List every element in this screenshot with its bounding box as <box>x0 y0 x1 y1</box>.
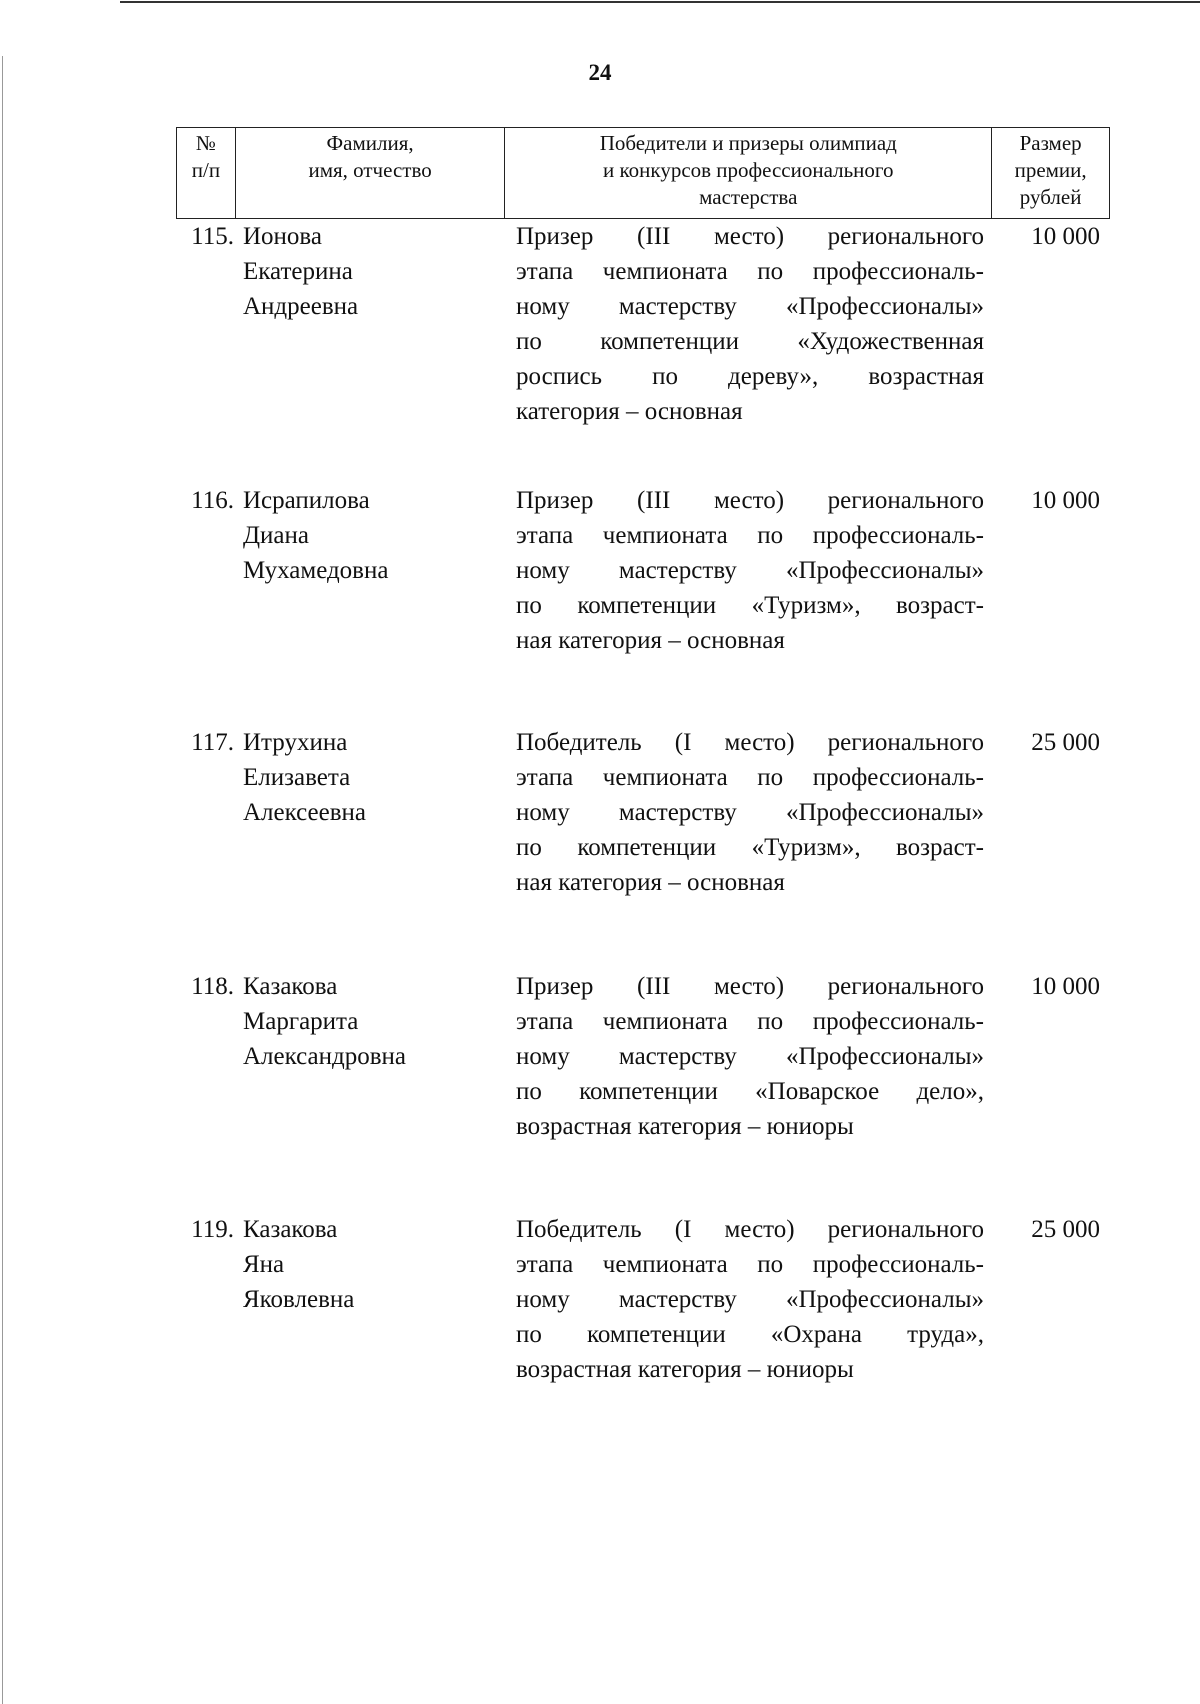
name-line: Алексеевна <box>243 799 367 826</box>
prize-amount: 25 000 <box>1031 729 1100 756</box>
winner-name <box>243 483 503 588</box>
name-line: Яковлевна <box>243 1286 355 1313</box>
description-line: этапа чемпионата по профессиональ- <box>516 258 984 285</box>
description-line: Призер (III место) регионального <box>516 973 984 1000</box>
description-line: этапа чемпионата по профессиональ- <box>516 764 984 791</box>
header-cell-description <box>505 128 992 218</box>
name-line: Диана <box>243 522 310 549</box>
achievement-description <box>516 725 984 900</box>
description-line: Победитель (I место) регионального <box>516 1216 984 1243</box>
name-line: Казакова <box>243 973 338 1000</box>
page-number: 24 <box>588 60 612 85</box>
winner-name <box>243 1212 503 1317</box>
prize-amount: 25 000 <box>1031 1216 1100 1243</box>
name-line: Казакова <box>243 1216 338 1243</box>
name-line: Итрухина <box>243 729 348 756</box>
header-line: Фамилия, <box>326 131 414 155</box>
header-line: № <box>195 131 216 155</box>
name-line: Мухамедовна <box>243 557 389 584</box>
description-line: возрастная категория – юниоры <box>516 1113 854 1140</box>
header-cell-name <box>236 128 505 218</box>
description-line: этапа чемпионата по профессиональ- <box>516 522 984 549</box>
header-line: имя, отчество <box>308 158 432 182</box>
description-line: этапа чемпионата по профессиональ- <box>516 1008 984 1035</box>
name-line: Ионова <box>243 223 323 250</box>
prize-amount: 10 000 <box>1031 973 1100 1000</box>
description-line: роспись по дереву», возрастная <box>516 363 984 390</box>
name-line: Екатерина <box>243 258 353 285</box>
header-line: п/п <box>191 158 221 182</box>
name-line: Маргарита <box>243 1008 359 1035</box>
header-line: премии, <box>1014 158 1087 182</box>
scan-left-edge-line <box>2 56 3 1704</box>
header-line: мастерства <box>699 185 798 209</box>
scan-top-edge-line <box>120 1 1200 3</box>
header-line: рублей <box>1019 185 1082 209</box>
description-line: по компетенции «Художественная <box>516 328 984 355</box>
header-line: и конкурсов профессионального <box>603 158 894 182</box>
description-line: ному мастерству «Профессионалы» <box>516 1043 984 1070</box>
header-cell-number <box>177 128 236 218</box>
name-line: Елизавета <box>243 764 351 791</box>
prize-amount: 10 000 <box>1031 487 1100 514</box>
header-cell-prize <box>992 128 1109 218</box>
description-line: ному мастерству «Профессионалы» <box>516 557 984 584</box>
header-line: Победители и призеры олимпиад <box>599 131 897 155</box>
name-line: Исрапилова <box>243 487 370 514</box>
winner-name <box>243 969 503 1074</box>
achievement-description <box>516 483 984 658</box>
description-line: ному мастерству «Профессионалы» <box>516 1286 984 1313</box>
row-number: 115. <box>191 223 234 250</box>
description-line: Победитель (I место) регионального <box>516 729 984 756</box>
winner-name <box>243 219 503 324</box>
header-line: Размер <box>1019 131 1082 155</box>
description-line: категория – основная <box>516 398 743 425</box>
description-line: по компетенции «Туризм», возраст- <box>516 592 984 619</box>
achievement-description <box>516 969 984 1144</box>
row-number: 116. <box>191 487 234 514</box>
description-line: Призер (III место) регионального <box>516 223 984 250</box>
description-line: ная категория – основная <box>516 627 785 654</box>
description-line: ному мастерству «Профессионалы» <box>516 799 984 826</box>
row-number: 119. <box>191 1216 234 1243</box>
description-line: возрастная категория – юниоры <box>516 1356 854 1383</box>
description-line: по компетенции «Поварское дело», <box>516 1078 984 1105</box>
row-number: 117. <box>191 729 234 756</box>
achievement-description <box>516 1212 984 1387</box>
achievement-description <box>516 219 984 429</box>
name-line: Андреевна <box>243 293 359 320</box>
description-line: Призер (III место) регионального <box>516 487 984 514</box>
description-line: по компетенции «Охрана труда», <box>516 1321 984 1348</box>
name-line: Александровна <box>243 1043 407 1070</box>
row-number: 118. <box>191 973 234 1000</box>
table-header <box>176 127 1110 219</box>
description-line: ная категория – основная <box>516 869 785 896</box>
prize-amount: 10 000 <box>1031 223 1100 250</box>
description-line: этапа чемпионата по профессиональ- <box>516 1251 984 1278</box>
description-line: по компетенции «Туризм», возраст- <box>516 834 984 861</box>
name-line: Яна <box>243 1251 285 1278</box>
winner-name <box>243 725 503 830</box>
description-line: ному мастерству «Профессионалы» <box>516 293 984 320</box>
